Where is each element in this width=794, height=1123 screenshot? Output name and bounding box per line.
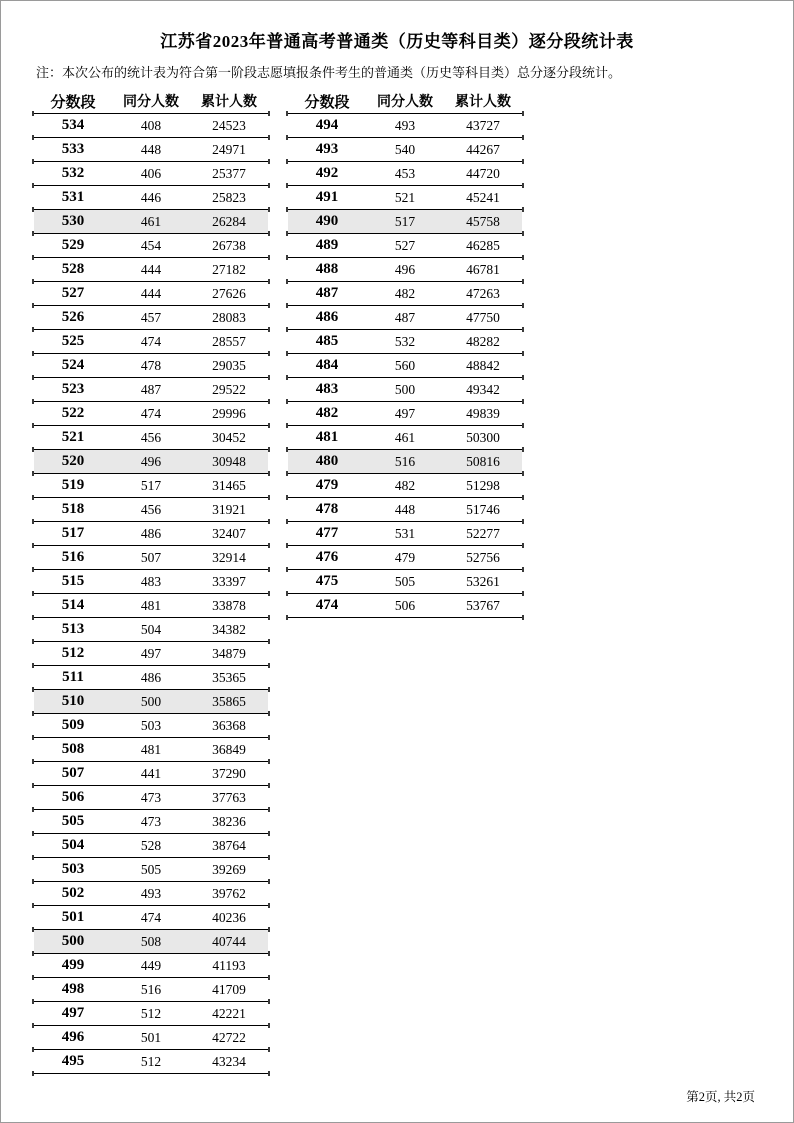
same-score-count-cell: 503 [140, 717, 162, 733]
score-range-cell: 480 [315, 453, 339, 469]
table-row [34, 930, 268, 954]
cumulative-count-cell: 53261 [466, 573, 500, 589]
score-range-cell: 506 [61, 789, 85, 805]
table-row [34, 522, 268, 546]
score-range-cell: 518 [61, 501, 85, 517]
cumulative-count-cell: 32914 [212, 549, 246, 565]
table-row [34, 642, 268, 666]
cumulative-count-cell: 30948 [212, 453, 246, 469]
score-range-cell: 531 [61, 189, 85, 205]
cumulative-count-cell: 40744 [212, 933, 246, 949]
same-score-count-cell: 446 [140, 189, 162, 205]
cumulative-count-cell: 46781 [466, 261, 500, 277]
same-score-count-cell: 505 [394, 573, 416, 589]
table-row [34, 834, 268, 858]
table-row [34, 402, 268, 426]
same-score-count-cell: 497 [140, 645, 162, 661]
cumulative-count-cell: 31921 [212, 501, 246, 517]
cumulative-count-cell: 36849 [212, 741, 246, 757]
score-range-cell: 492 [315, 165, 339, 181]
score-range-cell: 525 [61, 333, 85, 349]
score-range-cell: 487 [315, 285, 339, 301]
cumulative-count-cell: 53767 [466, 597, 500, 613]
cumulative-count-cell: 49839 [466, 405, 500, 421]
score-range-cell: 517 [61, 525, 85, 541]
score-range-cell: 507 [61, 765, 85, 781]
same-score-count-cell: 454 [140, 237, 162, 253]
score-range-cell: 519 [61, 477, 85, 493]
score-range-cell: 478 [315, 501, 339, 517]
column-header-same-score-count: 同分人数 [377, 95, 433, 110]
score-range-cell: 510 [61, 693, 85, 709]
score-range-cell: 513 [61, 621, 85, 637]
table-row [34, 738, 268, 762]
cumulative-count-cell: 25377 [212, 165, 246, 181]
cumulative-count-cell: 41709 [212, 981, 246, 997]
table-row [34, 858, 268, 882]
same-score-count-cell: 507 [140, 549, 162, 565]
cumulative-count-cell: 28557 [212, 333, 246, 349]
table-row [34, 450, 268, 474]
table-row [34, 546, 268, 570]
table-row [34, 1026, 268, 1050]
score-range-cell: 512 [61, 645, 85, 661]
table-row [34, 978, 268, 1002]
score-range-cell: 533 [61, 141, 85, 157]
same-score-count-cell: 474 [140, 405, 162, 421]
table-row [34, 474, 268, 498]
score-range-cell: 495 [61, 1053, 85, 1069]
score-range-cell: 500 [61, 933, 85, 949]
cumulative-count-cell: 44267 [466, 141, 500, 157]
page-title: 江苏省2023年普通高考普通类（历史等科目类）逐分段统计表 [160, 32, 634, 51]
table-row [34, 138, 268, 162]
same-score-count-cell: 531 [394, 525, 416, 541]
score-range-cell: 503 [61, 861, 85, 877]
same-score-count-cell: 493 [394, 117, 416, 133]
score-range-cell: 498 [61, 981, 85, 997]
cumulative-count-cell: 39762 [212, 885, 246, 901]
cumulative-count-cell: 49342 [466, 381, 500, 397]
same-score-count-cell: 506 [394, 597, 416, 613]
table-row [288, 354, 522, 378]
score-range-cell: 530 [61, 213, 85, 229]
cumulative-count-cell: 37763 [212, 789, 246, 805]
table-row [34, 786, 268, 810]
table-row [288, 450, 522, 474]
table-row [288, 402, 522, 426]
score-range-cell: 494 [315, 117, 339, 133]
table-row [288, 594, 522, 618]
same-score-count-cell: 457 [140, 309, 162, 325]
cumulative-count-cell: 35365 [212, 669, 246, 685]
same-score-count-cell: 408 [140, 117, 162, 133]
score-range-cell: 534 [61, 117, 85, 133]
same-score-count-cell: 482 [394, 285, 416, 301]
cumulative-count-cell: 45758 [466, 213, 500, 229]
same-score-count-cell: 517 [140, 477, 162, 493]
score-range-cell: 489 [315, 237, 339, 253]
cumulative-count-cell: 50816 [466, 453, 500, 469]
column-header-score-range: 分数段 [50, 94, 96, 111]
score-range-cell: 522 [61, 405, 85, 421]
cumulative-count-cell: 27626 [212, 285, 246, 301]
table-row [34, 714, 268, 738]
same-score-count-cell: 474 [140, 909, 162, 925]
table-row [288, 138, 522, 162]
score-range-cell: 493 [315, 141, 339, 157]
score-range-cell: 479 [315, 477, 339, 493]
same-score-count-cell: 449 [140, 957, 162, 973]
cumulative-count-cell: 25823 [212, 189, 246, 205]
score-range-cell: 491 [315, 189, 339, 205]
cumulative-count-cell: 42722 [212, 1029, 246, 1045]
same-score-count-cell: 487 [394, 309, 416, 325]
cumulative-count-cell: 52277 [466, 525, 500, 541]
table-row [34, 954, 268, 978]
same-score-count-cell: 441 [140, 765, 162, 781]
score-range-cell: 508 [61, 741, 85, 757]
same-score-count-cell: 508 [140, 933, 162, 949]
score-range-cell: 501 [61, 909, 85, 925]
table-row [288, 258, 522, 282]
cumulative-count-cell: 24971 [212, 141, 246, 157]
cumulative-count-cell: 29522 [212, 381, 246, 397]
table-row [34, 114, 268, 138]
cumulative-count-cell: 43727 [466, 117, 500, 133]
cumulative-count-cell: 24523 [212, 117, 246, 133]
score-range-cell: 523 [61, 381, 85, 397]
score-range-cell: 529 [61, 237, 85, 253]
score-range-cell: 484 [315, 357, 339, 373]
table-row [288, 306, 522, 330]
same-score-count-cell: 478 [140, 357, 162, 373]
table-row [34, 162, 268, 186]
table-body-right [288, 114, 522, 618]
cumulative-count-cell: 51746 [466, 501, 500, 517]
table-row [34, 186, 268, 210]
column-header-cumulative-count: 累计人数 [201, 95, 257, 110]
same-score-count-cell: 481 [140, 597, 162, 613]
cumulative-count-cell: 46285 [466, 237, 500, 253]
table-row [288, 234, 522, 258]
cumulative-count-cell: 42221 [212, 1005, 246, 1021]
score-range-cell: 514 [61, 597, 85, 613]
table-row [34, 210, 268, 234]
score-range-cell: 516 [61, 549, 85, 565]
same-score-count-cell: 487 [140, 381, 162, 397]
cumulative-count-cell: 29996 [212, 405, 246, 421]
same-score-count-cell: 527 [394, 237, 416, 253]
table-row [34, 906, 268, 930]
cumulative-count-cell: 36368 [212, 717, 246, 733]
same-score-count-cell: 479 [394, 549, 416, 565]
table-header [34, 89, 268, 114]
table-row [34, 762, 268, 786]
same-score-count-cell: 496 [394, 261, 416, 277]
table-row [34, 810, 268, 834]
same-score-count-cell: 505 [140, 861, 162, 877]
same-score-count-cell: 517 [394, 213, 416, 229]
same-score-count-cell: 512 [140, 1053, 162, 1069]
same-score-count-cell: 456 [140, 429, 162, 445]
note-text: 注：本次公布的统计表为符合第一阶段志愿填报条件考生的普通类（历史等科目类）总分逐分段统计。 [36, 65, 622, 80]
score-range-cell: 476 [315, 549, 339, 565]
page-number: 第2页, 共2页 [686, 1090, 755, 1104]
cumulative-count-cell: 43234 [212, 1053, 246, 1069]
same-score-count-cell: 473 [140, 813, 162, 829]
same-score-count-cell: 474 [140, 333, 162, 349]
table-row [288, 210, 522, 234]
same-score-count-cell: 444 [140, 285, 162, 301]
table-body-left [34, 114, 268, 1074]
same-score-count-cell: 486 [140, 669, 162, 685]
score-range-cell: 485 [315, 333, 339, 349]
score-range-cell: 509 [61, 717, 85, 733]
table-row [34, 282, 268, 306]
table-row [288, 378, 522, 402]
same-score-count-cell: 456 [140, 501, 162, 517]
same-score-count-cell: 482 [394, 477, 416, 493]
same-score-count-cell: 500 [394, 381, 416, 397]
score-table-right [288, 89, 522, 618]
table-row [34, 234, 268, 258]
same-score-count-cell: 444 [140, 261, 162, 277]
same-score-count-cell: 516 [140, 981, 162, 997]
same-score-count-cell: 483 [140, 573, 162, 589]
same-score-count-cell: 532 [394, 333, 416, 349]
table-row [34, 426, 268, 450]
table-row [288, 282, 522, 306]
table-row [34, 1002, 268, 1026]
cumulative-count-cell: 37290 [212, 765, 246, 781]
table-row [34, 618, 268, 642]
cumulative-count-cell: 47263 [466, 285, 500, 301]
score-range-cell: 497 [61, 1005, 85, 1021]
cumulative-count-cell: 48842 [466, 357, 500, 373]
column-header-same-score-count: 同分人数 [123, 95, 179, 110]
same-score-count-cell: 493 [140, 885, 162, 901]
cumulative-count-cell: 27182 [212, 261, 246, 277]
cumulative-count-cell: 52756 [466, 549, 500, 565]
score-table-left [34, 89, 268, 1074]
same-score-count-cell: 516 [394, 453, 416, 469]
score-range-cell: 520 [61, 453, 85, 469]
cumulative-count-cell: 44720 [466, 165, 500, 181]
same-score-count-cell: 521 [394, 189, 416, 205]
score-range-cell: 474 [315, 597, 339, 613]
score-range-cell: 515 [61, 573, 85, 589]
table-row [34, 666, 268, 690]
table-row [288, 186, 522, 210]
same-score-count-cell: 473 [140, 789, 162, 805]
cumulative-count-cell: 30452 [212, 429, 246, 445]
table-row [34, 882, 268, 906]
cumulative-count-cell: 51298 [466, 477, 500, 493]
same-score-count-cell: 453 [394, 165, 416, 181]
same-score-count-cell: 461 [140, 213, 162, 229]
score-range-cell: 524 [61, 357, 85, 373]
score-range-cell: 486 [315, 309, 339, 325]
same-score-count-cell: 504 [140, 621, 162, 637]
same-score-count-cell: 560 [394, 357, 416, 373]
cumulative-count-cell: 50300 [466, 429, 500, 445]
table-row [288, 546, 522, 570]
score-range-cell: 477 [315, 525, 339, 541]
same-score-count-cell: 481 [140, 741, 162, 757]
cumulative-count-cell: 35865 [212, 693, 246, 709]
table-row [34, 570, 268, 594]
cumulative-count-cell: 34879 [212, 645, 246, 661]
table-row [34, 594, 268, 618]
cumulative-count-cell: 28083 [212, 309, 246, 325]
score-range-cell: 511 [62, 669, 84, 685]
table-row [288, 570, 522, 594]
cumulative-count-cell: 45241 [466, 189, 500, 205]
score-range-cell: 521 [61, 429, 85, 445]
same-score-count-cell: 486 [140, 525, 162, 541]
same-score-count-cell: 461 [394, 429, 416, 445]
cumulative-count-cell: 32407 [212, 525, 246, 541]
score-range-cell: 532 [61, 165, 85, 181]
score-range-cell: 528 [61, 261, 85, 277]
score-range-cell: 505 [61, 813, 85, 829]
table-row [288, 498, 522, 522]
table-row [288, 426, 522, 450]
score-range-cell: 526 [61, 309, 85, 325]
table-row [34, 306, 268, 330]
table-row [34, 1050, 268, 1074]
cumulative-count-cell: 31465 [212, 477, 246, 493]
score-range-cell: 483 [315, 381, 339, 397]
cumulative-count-cell: 38236 [212, 813, 246, 829]
cumulative-count-cell: 47750 [466, 309, 500, 325]
table-row [288, 522, 522, 546]
score-range-cell: 502 [61, 885, 85, 901]
table-row [288, 474, 522, 498]
score-range-cell: 504 [61, 837, 85, 853]
table-header [288, 89, 522, 114]
cumulative-count-cell: 40236 [212, 909, 246, 925]
same-score-count-cell: 501 [140, 1029, 162, 1045]
cumulative-count-cell: 48282 [466, 333, 500, 349]
table-row [288, 114, 522, 138]
table-row [34, 378, 268, 402]
table-row [34, 354, 268, 378]
score-range-cell: 499 [61, 957, 85, 973]
cumulative-count-cell: 38764 [212, 837, 246, 853]
cumulative-count-cell: 26738 [212, 237, 246, 253]
table-row [288, 330, 522, 354]
cumulative-count-cell: 39269 [212, 861, 246, 877]
same-score-count-cell: 448 [394, 501, 416, 517]
same-score-count-cell: 500 [140, 693, 162, 709]
table-row [34, 330, 268, 354]
cumulative-count-cell: 33878 [212, 597, 246, 613]
same-score-count-cell: 512 [140, 1005, 162, 1021]
score-range-cell: 496 [61, 1029, 85, 1045]
cumulative-count-cell: 33397 [212, 573, 246, 589]
column-header-score-range: 分数段 [304, 94, 350, 111]
cumulative-count-cell: 26284 [212, 213, 246, 229]
cumulative-count-cell: 41193 [212, 957, 246, 973]
same-score-count-cell: 496 [140, 453, 162, 469]
cumulative-count-cell: 34382 [212, 621, 246, 637]
same-score-count-cell: 497 [394, 405, 416, 421]
cumulative-count-cell: 29035 [212, 357, 246, 373]
score-range-cell: 475 [315, 573, 339, 589]
same-score-count-cell: 406 [140, 165, 162, 181]
same-score-count-cell: 540 [394, 141, 416, 157]
table-row [288, 162, 522, 186]
table-row [34, 258, 268, 282]
score-range-cell: 482 [315, 405, 339, 421]
score-range-cell: 481 [315, 429, 339, 445]
score-range-cell: 488 [315, 261, 339, 277]
score-range-cell: 490 [315, 213, 339, 229]
score-range-cell: 527 [61, 285, 85, 301]
table-row [34, 690, 268, 714]
same-score-count-cell: 528 [140, 837, 162, 853]
same-score-count-cell: 448 [140, 141, 162, 157]
table-row [34, 498, 268, 522]
column-header-cumulative-count: 累计人数 [455, 95, 511, 110]
